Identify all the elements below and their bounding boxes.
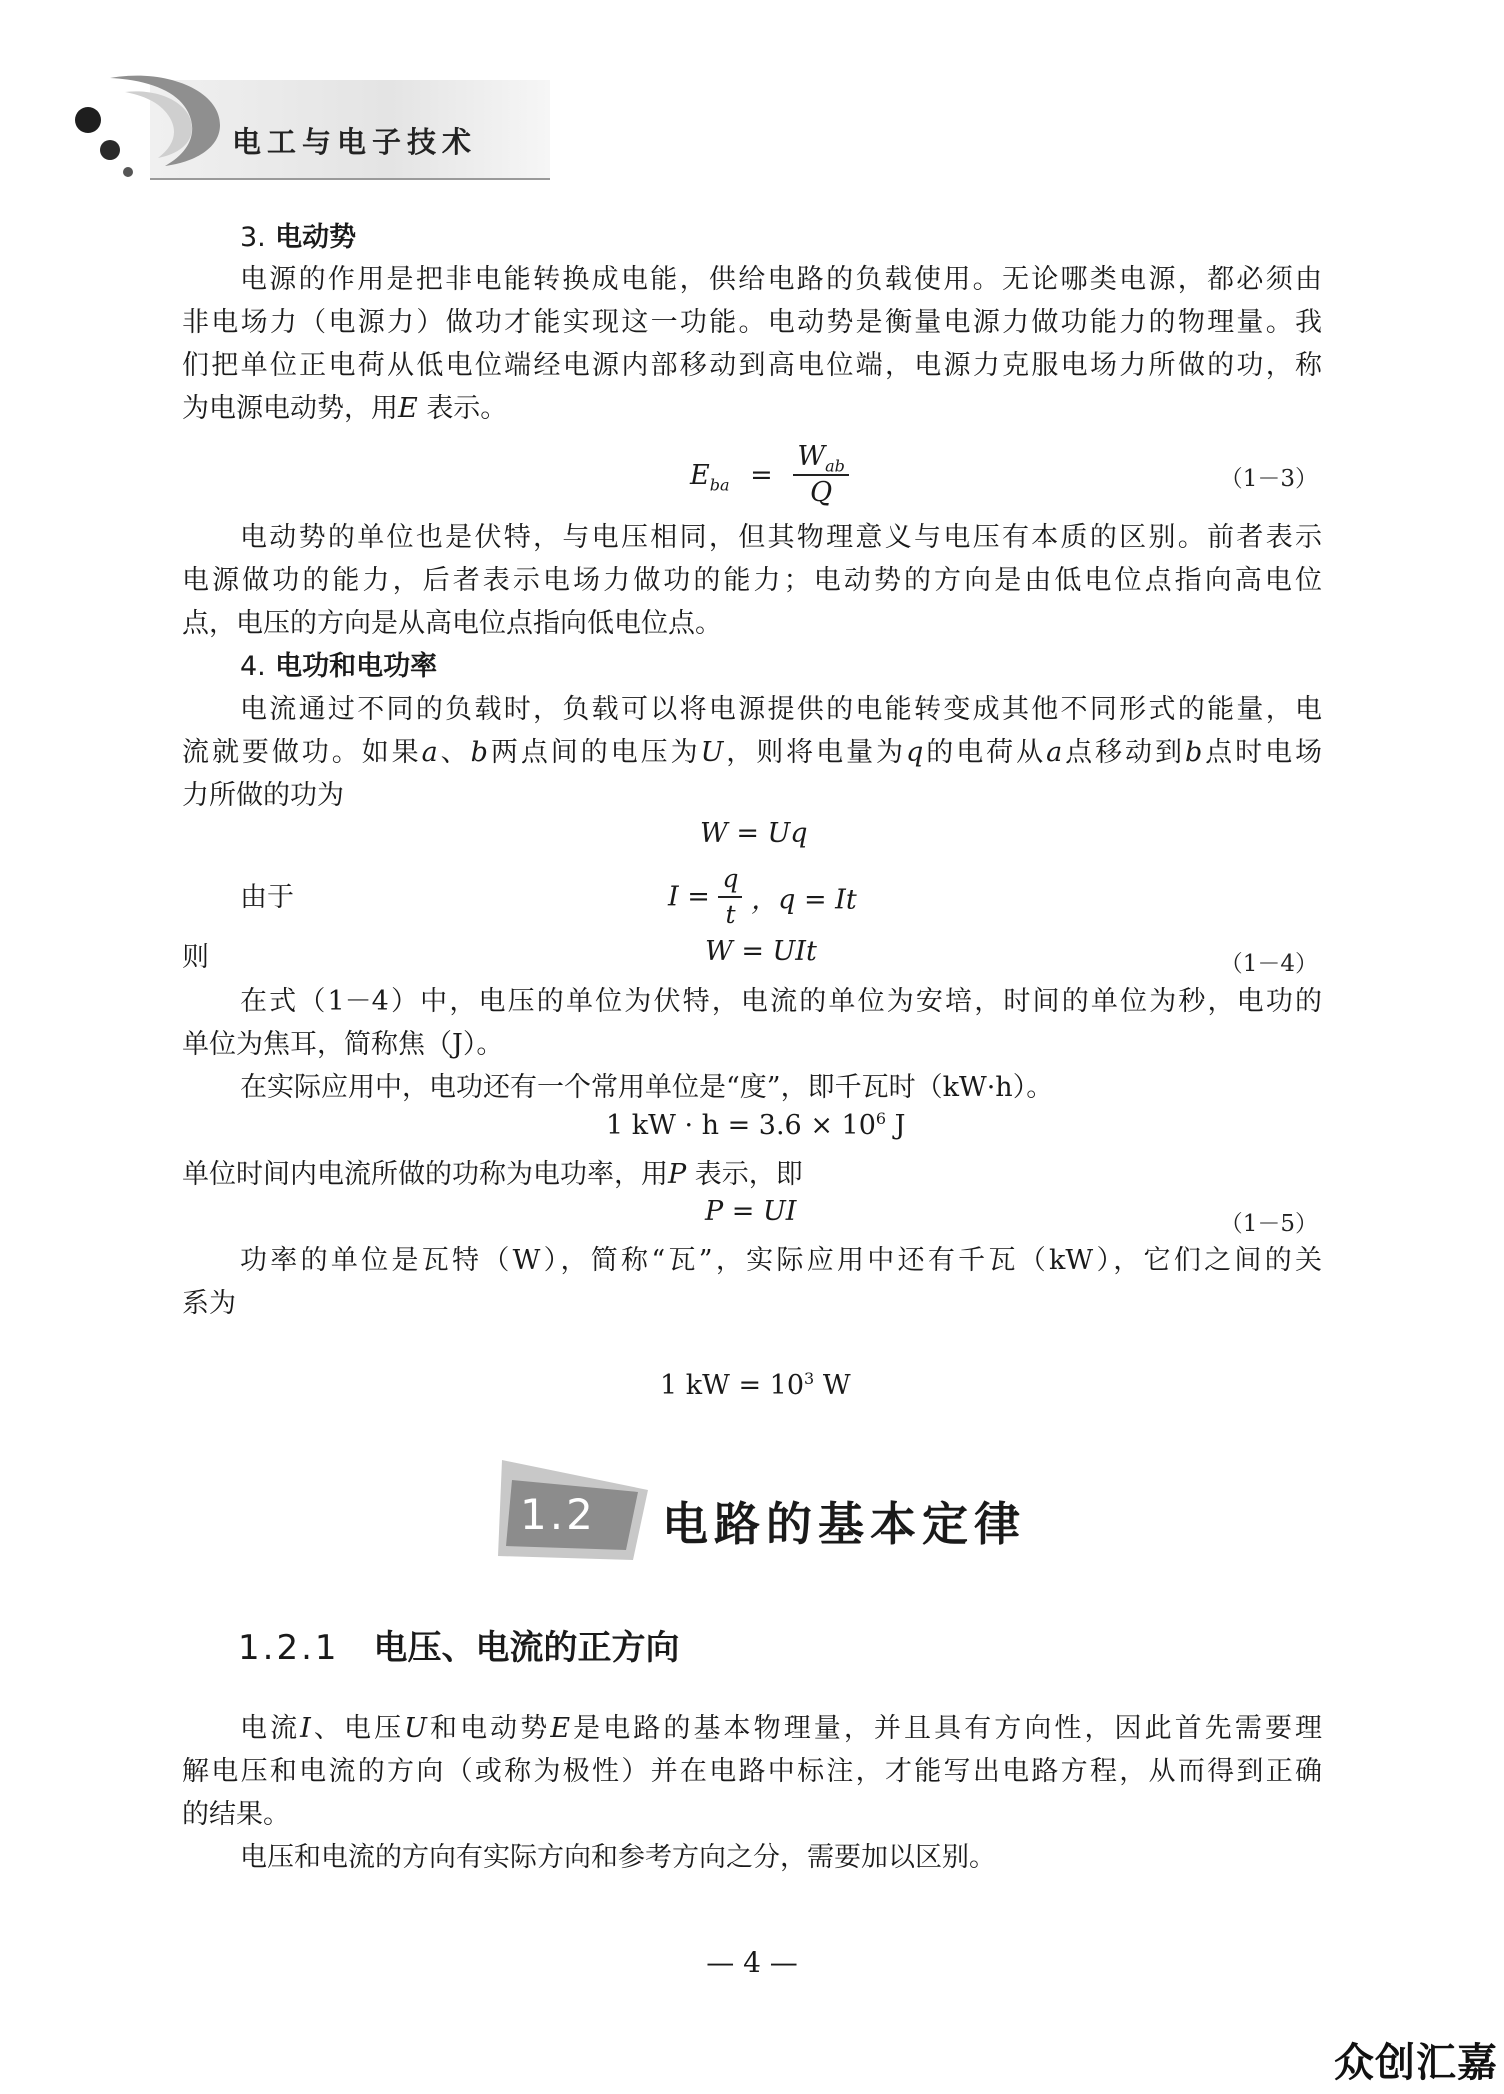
label-then: 则 xyxy=(182,942,209,973)
text-run: 为电源电动势，用 xyxy=(182,393,398,424)
text-run: 表示。 xyxy=(426,393,508,424)
equation-number: （1－4） xyxy=(1219,951,1318,977)
running-header-title: 电工与电子技术 xyxy=(232,125,478,159)
equation-1-5: P = UI xyxy=(705,1196,797,1227)
equation-kwh: 1 kW · $h = 3.6 \times 10^6$ J xyxy=(606,1109,906,1141)
subsection-heading-3 xyxy=(240,216,356,259)
paragraph-line: 单位为焦耳，简称焦（J）。 xyxy=(182,1029,504,1060)
paragraph-line: 电流通过不同的负载时，负载可以将电源提供的电能转变成其他不同形式的能量，电 xyxy=(240,694,1322,725)
equation-w-uq: W = Uq xyxy=(700,818,808,849)
paragraph-line: 的结果。 xyxy=(182,1799,290,1830)
paragraph-line: 力所做的功为 xyxy=(182,780,344,811)
paragraph-line: 电源做功的能力，后者表示电场力做功的能力；电动势的方向是由低电位点指向高电位 xyxy=(182,565,1322,596)
header-rule xyxy=(150,178,550,180)
paragraph-line: 点，电压的方向是从高电位点指向低电位点。 xyxy=(182,608,722,639)
subsection-heading-4 xyxy=(240,645,437,688)
equation-1-3 xyxy=(690,440,849,510)
equation-current: I = $\frac{q}{t}$ ，q = It xyxy=(668,864,857,929)
eq-fraction: $\frac{W_{ab}}{Q}$ xyxy=(793,440,849,510)
section-title: 电路的基本定律 xyxy=(662,1497,1026,1551)
heading-number: 3. xyxy=(240,222,266,253)
paragraph-line: 功率的单位是瓦特（W），简称“瓦”，实际应用中还有千瓦（kW），它们之间的关 xyxy=(240,1245,1322,1276)
watermark-logo: 众创汇嘉 xyxy=(1334,2040,1498,2086)
eq-lhs: $E_{ba}$ xyxy=(690,459,730,494)
paragraph-line: 流就要做功。如果a、b两点间的电压为U，则将电量为q的电荷从a点移动到b点时电场 xyxy=(182,737,1323,768)
paragraph-line: 电动势的单位也是伏特，与电压相同，但其物理意义与电压有本质的区别。前者表示 xyxy=(240,522,1322,553)
paragraph-line: 系为 xyxy=(182,1288,236,1319)
equation-kw: 1 kW = $10^3$ W xyxy=(660,1369,851,1401)
paragraph-line: 在式（1－4）中，电压的单位为伏特，电流的单位为安培，时间的单位为秒，电功的 xyxy=(240,986,1322,1017)
variable: E xyxy=(398,393,418,424)
equation-1-4: W = UIt xyxy=(705,936,817,967)
paragraph-line xyxy=(182,387,507,430)
paragraph-line: 在实际应用中，电功还有一个常用单位是“度”，即千瓦时（kW·h）。 xyxy=(240,1072,1054,1103)
paragraph-line: 单位时间内电流所做的功称为电功率，用P 表示，即 xyxy=(182,1159,803,1190)
paragraph-line: 们把单位正电荷从低电位端经电源内部移动到高电位端，电源力克服电场力所做的功，称 xyxy=(182,350,1322,381)
header-logo-icon xyxy=(70,70,230,190)
paragraph-line: 电压和电流的方向有实际方向和参考方向之分，需要加以区别。 xyxy=(240,1842,996,1873)
paragraph-line: 电流I、电压U和电动势E是电路的基本物理量，并且具有方向性，因此首先需要理 xyxy=(240,1713,1323,1744)
paragraph-line: 电源的作用是把非电能转换成电能，供给电路的负载使用。无论哪类电源，都必须由 xyxy=(240,264,1322,295)
subsection-title: 电压、电流的正方向 xyxy=(373,1628,680,1668)
heading-text: 电功和电功率 xyxy=(275,651,438,682)
equation-number: （1－3） xyxy=(1219,466,1318,492)
page-number: — 4 — xyxy=(706,1946,798,1979)
eq-sign: = xyxy=(750,459,773,491)
subsection-heading-1-2-1 xyxy=(238,1620,680,1669)
section-number: 1.2 xyxy=(520,1490,596,1539)
label-since: 由于 xyxy=(240,882,294,913)
heading-number: 4. xyxy=(240,651,266,682)
paragraph-line: 解电压和电流的方向（或称为极性）并在电路中标注，才能写出电路方程，从而得到正确 xyxy=(182,1756,1322,1787)
subsection-number: 1.2.1 xyxy=(238,1628,340,1668)
heading-text: 电动势 xyxy=(275,222,357,253)
equation-number: （1－5） xyxy=(1219,1211,1318,1237)
paragraph-line: 非电场力（电源力）做功才能实现这一功能。电动势是衡量电源力做功能力的物理量。我 xyxy=(182,307,1322,338)
